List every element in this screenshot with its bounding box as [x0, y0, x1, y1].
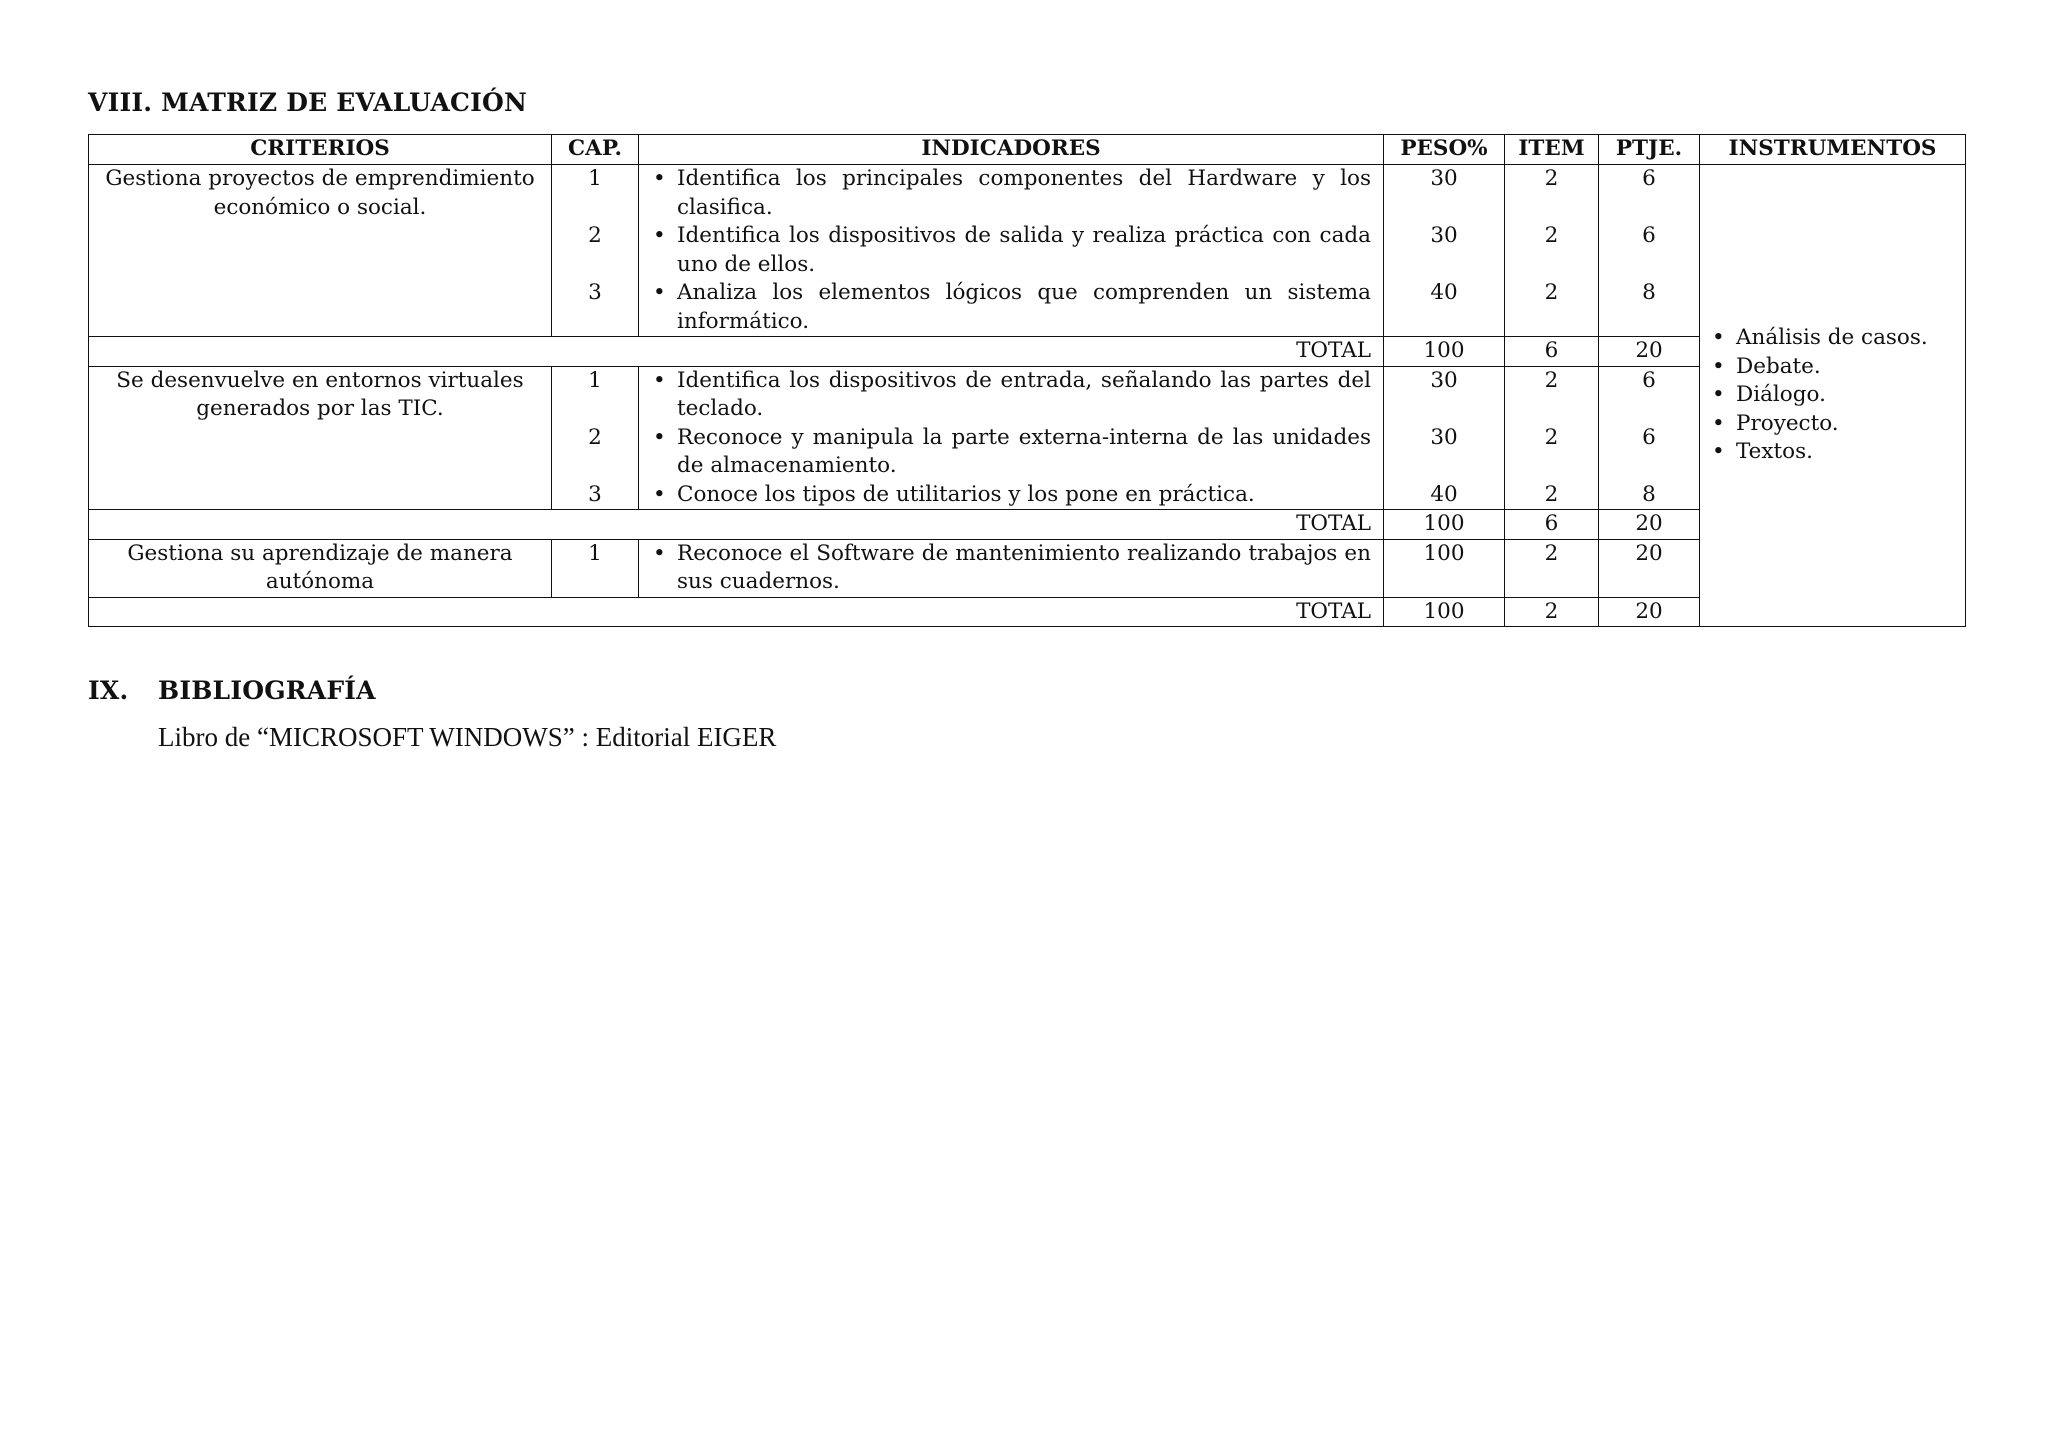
header-item: ITEM — [1505, 135, 1599, 165]
criterio-cell: Gestiona proyectos de emprendimiento económico o social. — [89, 165, 552, 337]
instrumento-item: • Diálogo. — [1708, 381, 1957, 410]
indicador-item: • Conoce los tipos de utilitarios y los pone en práctica. — [651, 481, 1371, 510]
item-value: 2 — [1544, 481, 1559, 507]
indicadores-cell — [639, 366, 1384, 510]
total-item: 6 — [1505, 510, 1599, 540]
cap-value: 3 — [588, 481, 602, 507]
table-header-row — [89, 135, 1966, 165]
table-row — [89, 165, 1966, 337]
peso-value: 40 — [1430, 280, 1458, 305]
item-value: 2 — [1544, 367, 1559, 393]
total-peso: 100 — [1384, 337, 1505, 367]
criterio-cell: Se desenvuelve en entornos virtuales generados por las TIC. — [89, 366, 552, 510]
total-peso: 100 — [1384, 597, 1505, 627]
header-instrumentos: INSTRUMENTOS — [1700, 135, 1966, 165]
total-ptje: 20 — [1599, 510, 1700, 540]
peso-value: 30 — [1430, 166, 1458, 191]
cap-cell — [552, 366, 639, 510]
ptje-cell — [1599, 165, 1700, 337]
indicador-item: • Identifica los dispositivos de salida y realiza práctica con cada uno de ellos. — [651, 222, 1371, 279]
total-item: 6 — [1505, 337, 1599, 367]
bibliography-entry: Libro de “MICROSOFT WINDOWS” : Editorial EIGER — [158, 722, 777, 752]
ptje-value: 8 — [1642, 481, 1656, 507]
indicador-item: • Identifica los principales componentes del Hardware y los clasifica. — [651, 165, 1371, 222]
indicadores-cell — [639, 165, 1384, 337]
cap-value: 3 — [588, 280, 602, 305]
header-peso: PESO% — [1384, 135, 1505, 165]
ptje-value: 6 — [1642, 166, 1656, 191]
ptje-cell — [1599, 366, 1700, 510]
item-cell: 2 — [1505, 539, 1599, 597]
section-title-bibliografia: BIBLIOGRAFÍA — [158, 676, 376, 705]
ptje-value: 6 — [1642, 367, 1656, 393]
total-label: TOTAL — [89, 597, 1384, 627]
ptje-value: 6 — [1642, 223, 1656, 248]
indicador-item: • Identifica los dispositivos de entrada, señalando las partes del teclado. — [651, 367, 1371, 424]
section-number-bibliografia: IX. — [88, 676, 129, 705]
total-label: TOTAL — [89, 337, 1384, 367]
peso-cell: 100 — [1384, 539, 1505, 597]
item-value: 2 — [1544, 166, 1559, 191]
peso-cell — [1384, 165, 1505, 337]
total-row — [89, 337, 1966, 367]
item-value: 2 — [1544, 280, 1559, 305]
cap-value: 2 — [588, 424, 602, 450]
instrumento-item: • Proyecto. — [1708, 410, 1957, 439]
total-ptje: 20 — [1599, 337, 1700, 367]
section-title-matriz: VIII. MATRIZ DE EVALUACIÓN — [88, 88, 528, 117]
total-label: TOTAL — [89, 510, 1384, 540]
ptje-value: 8 — [1642, 280, 1656, 305]
total-peso: 100 — [1384, 510, 1505, 540]
cap-cell: 1 — [552, 539, 639, 597]
item-value: 2 — [1544, 424, 1559, 450]
peso-value: 40 — [1430, 481, 1458, 507]
instrumentos-cell — [1700, 165, 1966, 627]
cap-cell — [552, 165, 639, 337]
evaluation-matrix-table — [88, 134, 1966, 627]
indicador-item: • Reconoce y manipula la parte externa-interna de las unidades de almacenamiento. — [651, 424, 1371, 481]
header-indicadores: INDICADORES — [639, 135, 1384, 165]
cap-value: 1 — [588, 166, 602, 191]
total-row — [89, 510, 1966, 540]
header-criterios: CRITERIOS — [89, 135, 552, 165]
peso-cell — [1384, 366, 1505, 510]
header-ptje: PTJE. — [1599, 135, 1700, 165]
peso-value: 30 — [1430, 367, 1458, 393]
header-cap: CAP. — [552, 135, 639, 165]
instrumento-item: • Análisis de casos. — [1708, 324, 1957, 353]
cap-value: 2 — [588, 223, 602, 248]
peso-value: 30 — [1430, 223, 1458, 248]
table-row — [89, 539, 1966, 597]
item-cell — [1505, 165, 1599, 337]
item-cell — [1505, 366, 1599, 510]
indicador-item: • Analiza los elementos lógicos que comprenden un sistema informático. — [651, 279, 1371, 336]
criterio-cell: Gestiona su aprendizaje de manera autónoma — [89, 539, 552, 597]
table-row — [89, 366, 1966, 510]
ptje-value: 6 — [1642, 424, 1656, 450]
total-row — [89, 597, 1966, 627]
peso-value: 30 — [1430, 424, 1458, 450]
cap-value: 1 — [588, 367, 602, 393]
indicador-item: • Reconoce el Software de mantenimiento realizando trabajos en sus cuadernos. — [651, 540, 1371, 597]
total-ptje: 20 — [1599, 597, 1700, 627]
instrumento-item: • Debate. — [1708, 353, 1957, 382]
indicadores-cell — [639, 539, 1384, 597]
instrumento-item: • Textos. — [1708, 438, 1957, 467]
total-item: 2 — [1505, 597, 1599, 627]
ptje-cell: 20 — [1599, 539, 1700, 597]
item-value: 2 — [1544, 223, 1559, 248]
